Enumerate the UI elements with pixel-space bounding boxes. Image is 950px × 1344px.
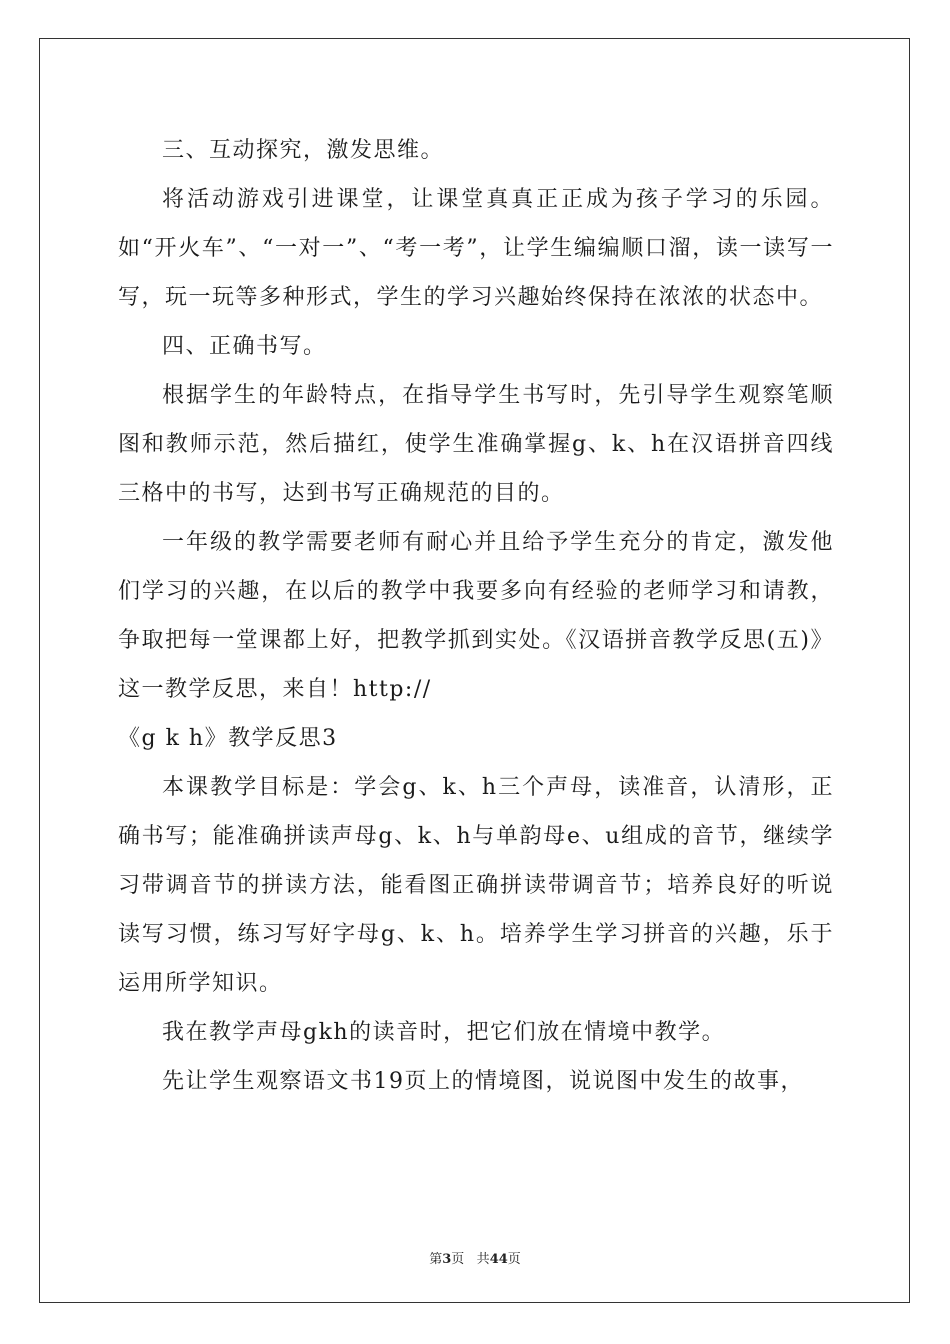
total-prefix: 共 [476, 1252, 490, 1267]
paragraph: 根据学生的年龄特点，在指导学生书写时，先引导学生观察笔顺图和教师示范，然后描红，使学生准确掌握g、k、h在汉语拼音四线三格中的书写，达到书写正确规范的目的。 [118, 383, 834, 506]
paragraph-heading-4: 四、正确书写。 [162, 334, 327, 359]
paragraph: 将活动游戏引进课堂，让课堂真真正正成为孩子学习的乐园。如“开火车”、“一对一”、“考一考”，让学生编编顺口溜，读一读写一写，玩一玩等多种形式，学生的学习兴趣始终保持在浓浓的状态中。 [118, 187, 834, 310]
paragraph: 我在教学声母gkh的读音时，把它们放在情境中教学。 [162, 1020, 726, 1045]
page-suffix: 页 [451, 1252, 465, 1267]
page-footer [0, 1248, 950, 1267]
page-prefix: 第 [429, 1252, 443, 1267]
paragraph-heading-3: 三、互动探究，激发思维。 [162, 138, 445, 163]
paragraph: 一年级的教学需要老师有耐心并且给予学生充分的肯定，激发他们学习的兴趣，在以后的教学中我要多向有经验的老师学习和请教，争取把每一堂课都上好，把教学抓到实处。《汉语拼音教学反思(五)》这一教学反思，来自！http:// [118, 530, 834, 702]
section-title: 《g k h》教学反思3 [118, 726, 338, 751]
paragraph: 先让学生观察语文书19页上的情境图，说说图中发生的故事， [162, 1069, 804, 1094]
page-number: 3 [442, 1252, 452, 1267]
total-pages: 44 [489, 1252, 508, 1267]
paragraph: 本课教学目标是：学会g、k、h三个声母，读准音，认清形，正确书写；能准确拼读声母g、k、h与单韵母e、u组成的音节，继续学习带调音节的拼读方法，能看图正确拼读带调音节；培养良好的听说读写习惯，练习写好字母g、k、h。培养学生学习拼音的兴趣，乐于运用所学知识。 [118, 775, 834, 996]
total-suffix: 页 [507, 1252, 521, 1267]
document-body [118, 126, 834, 1106]
